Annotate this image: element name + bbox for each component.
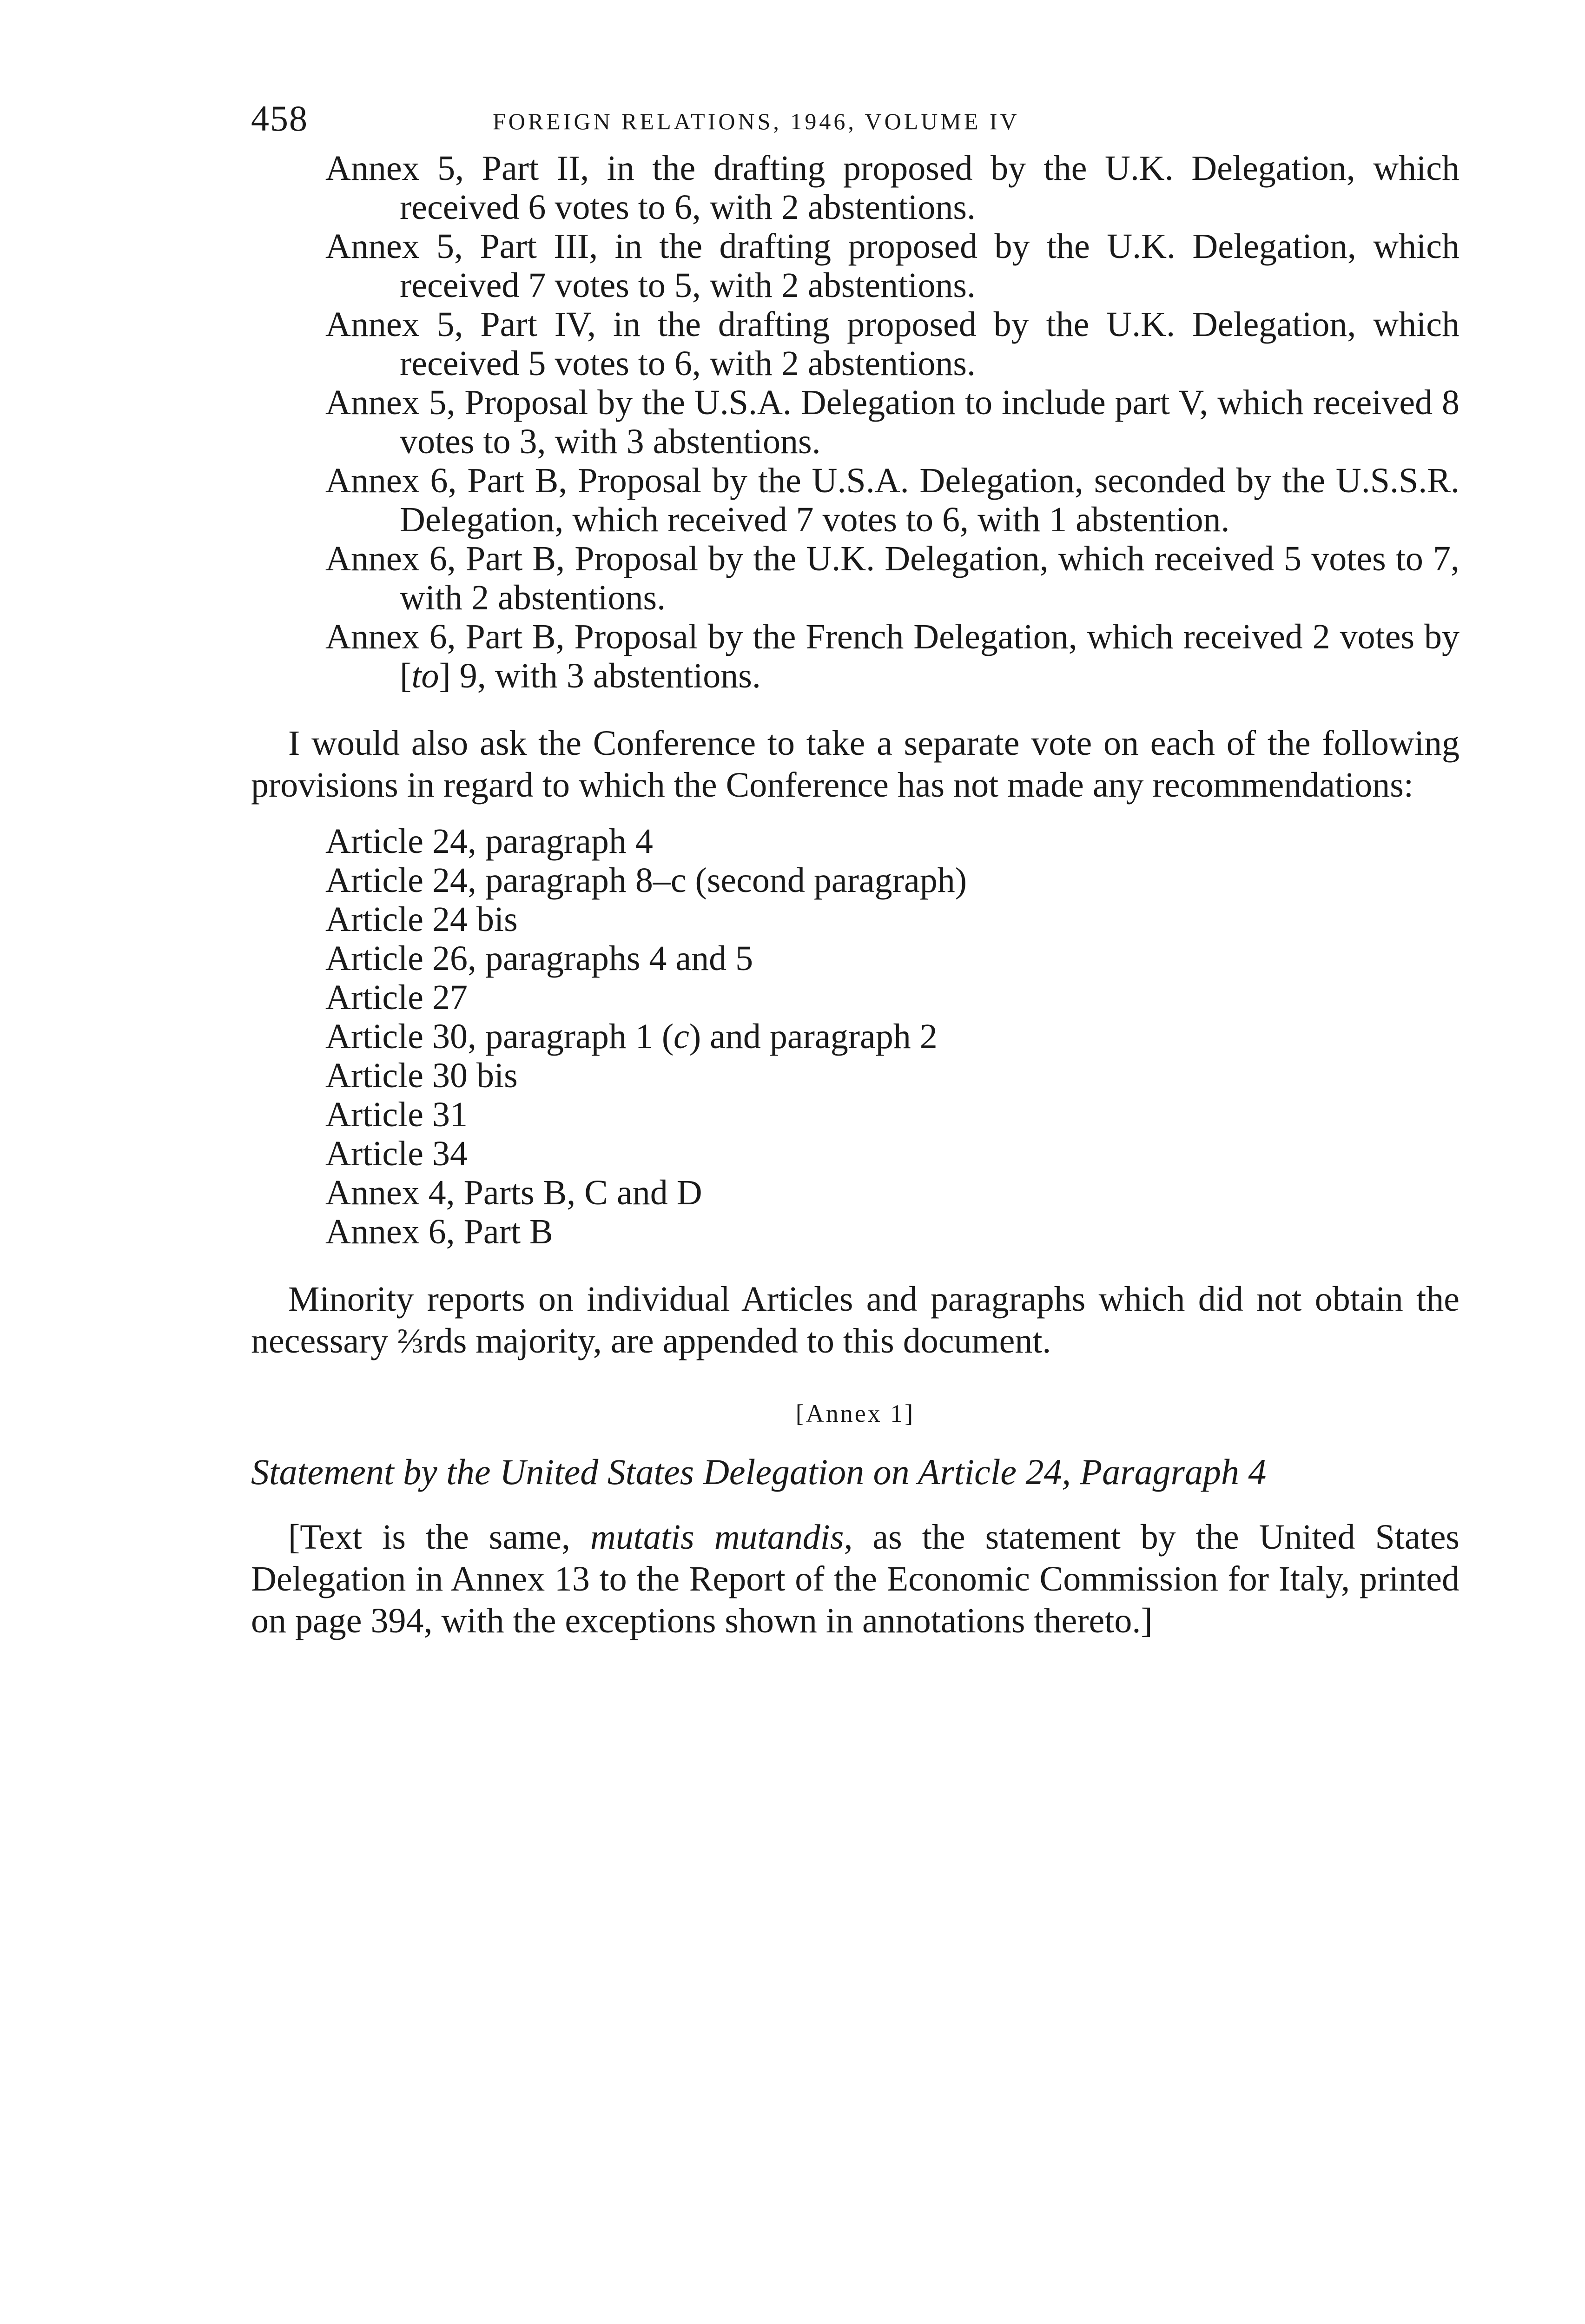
vote-entry: Annex 6, Part B, Proposal by the U.K. Delegation, which received 5 votes to 7, with 2 abstentions. <box>325 539 1460 617</box>
closing-text-end: , as the statement by the United States Delegation in Annex 13 to the Report of the Economic Commission for Italy, printed on page 394, with the exceptions shown in annotations thereto.] <box>251 1518 1460 1640</box>
vote-entry: Annex 6, Part B, Proposal by the U.S.A. Delegation, seconded by the U.S.S.R. Delegation, which received 7 votes to 6, with 1 abstention. <box>325 461 1460 539</box>
french-vote-text: Annex 6, Part B, Proposal by the French Delegation, which received 2 votes by [ <box>325 617 1460 695</box>
minority-paragraph: Minority reports on individual Articles and paragraphs which did not obtain the necessary ⅔rds majority, are appended to this document. <box>251 1280 1460 1360</box>
closing-paragraph <box>251 1516 1460 1642</box>
article-item: Annex 6, Part B <box>325 1212 553 1251</box>
article-item: Article 30 bis <box>325 1056 518 1095</box>
article-item: Article 24, paragraph 8–c (second paragraph) <box>325 861 967 900</box>
running-head <box>251 98 1460 149</box>
french-vote-italic: to <box>411 656 439 695</box>
closing-text: [Text is the same, <box>288 1518 590 1557</box>
page-number: 458 <box>251 98 308 139</box>
article-30-text-end: ) and paragraph 2 <box>689 1017 938 1056</box>
article-30-text: Article 30, paragraph 1 ( <box>325 1017 674 1056</box>
vote-entry: Annex 5, Proposal by the U.S.A. Delegation to include part V, which received 8 votes to 3, with 3 abstentions. <box>325 383 1460 461</box>
document-page <box>251 98 1460 1642</box>
vote-entry: Annex 5, Part II, in the drafting proposed by the U.K. Delegation, which received 6 votes to 6, with 2 abstentions. <box>325 149 1460 227</box>
closing-italic: mutatis mutandis <box>590 1518 844 1557</box>
statement-title: Statement by the United States Delegation on Article 24, Paragraph 4 <box>251 1452 1267 1492</box>
french-vote-text-end: ] 9, with 3 abstentions. <box>439 656 761 695</box>
article-item: Article 34 <box>325 1134 468 1173</box>
vote-entry-french <box>325 617 1460 695</box>
article-30-italic: c <box>674 1017 689 1056</box>
article-item: Article 24, paragraph 4 <box>325 822 653 861</box>
vote-entry: Annex 5, Part IV, in the drafting proposed by the U.K. Delegation, which received 5 votes to 6, with 2 abstentions. <box>325 305 1460 383</box>
vote-entry: Annex 5, Part III, in the drafting proposed by the U.K. Delegation, which received 7 votes to 5, with 2 abstentions. <box>325 227 1460 305</box>
article-item: Annex 4, Parts B, C and D <box>325 1173 702 1212</box>
vote-list <box>251 149 1460 695</box>
article-item: Article 26, paragraphs 4 and 5 <box>325 939 753 978</box>
running-title: FOREIGN RELATIONS, 1946, VOLUME IV <box>493 108 1020 134</box>
article-item: Article 27 <box>325 978 468 1017</box>
article-item-30 <box>325 1017 1460 1056</box>
article-list <box>325 822 1460 1251</box>
article-item: Article 24 bis <box>325 900 518 939</box>
annex-heading: [Annex 1] <box>795 1400 915 1427</box>
article-item: Article 31 <box>325 1095 468 1134</box>
separate-vote-paragraph: I would also ask the Conference to take a separate vote on each of the following provisions in regard to which the Conference has not made any recommendations: <box>251 724 1460 805</box>
